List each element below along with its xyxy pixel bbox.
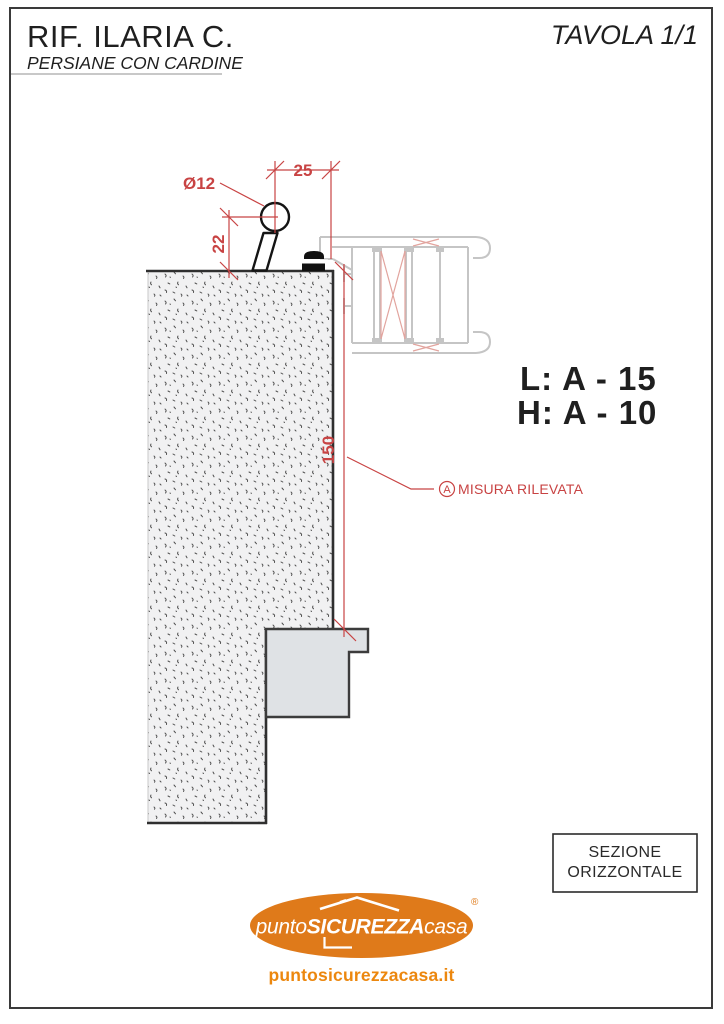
section-type-box	[553, 834, 697, 892]
measure-note: MISURA RILEVATA	[458, 481, 584, 497]
measure-marker-a: A	[443, 484, 451, 496]
sheet-number: TAVOLA 1/1	[550, 20, 698, 50]
dim-offset-label: 25	[293, 161, 313, 180]
logo-word-sicurezza: SICUREZZA	[306, 915, 425, 939]
website-url: puntosicurezzacasa.it	[268, 965, 455, 985]
hinge-pin	[253, 203, 290, 271]
company-logo	[250, 893, 479, 985]
dim-height-label: 22	[209, 234, 228, 254]
section-line2: ORIZZONTALE	[567, 864, 683, 881]
section-line1: SEZIONE	[588, 844, 662, 861]
page-subtitle: PERSIANE CON CARDINE	[27, 53, 243, 73]
wall-concrete-hatch	[148, 271, 333, 823]
profile-cross-bracing	[381, 239, 439, 351]
page-title: RIF. ILARIA C.	[27, 19, 234, 54]
spec-length: L: A - 15	[520, 360, 657, 397]
hinge-pin-stem	[253, 233, 278, 271]
hinge-bracket	[298, 251, 328, 271]
logo-wordmark	[255, 916, 468, 939]
wall-section	[146, 270, 334, 824]
logo-word-casa: casa	[424, 915, 468, 939]
aluminium-frame-profile	[320, 237, 490, 353]
sill-step-profile	[266, 629, 368, 717]
logo-word-punto: punto	[255, 915, 307, 939]
dim-depth-label: 150	[319, 435, 338, 465]
dim-diameter-label: Ø12	[183, 174, 216, 193]
spec-height: H: A - 10	[517, 394, 658, 431]
registered-mark: ®	[471, 897, 479, 908]
